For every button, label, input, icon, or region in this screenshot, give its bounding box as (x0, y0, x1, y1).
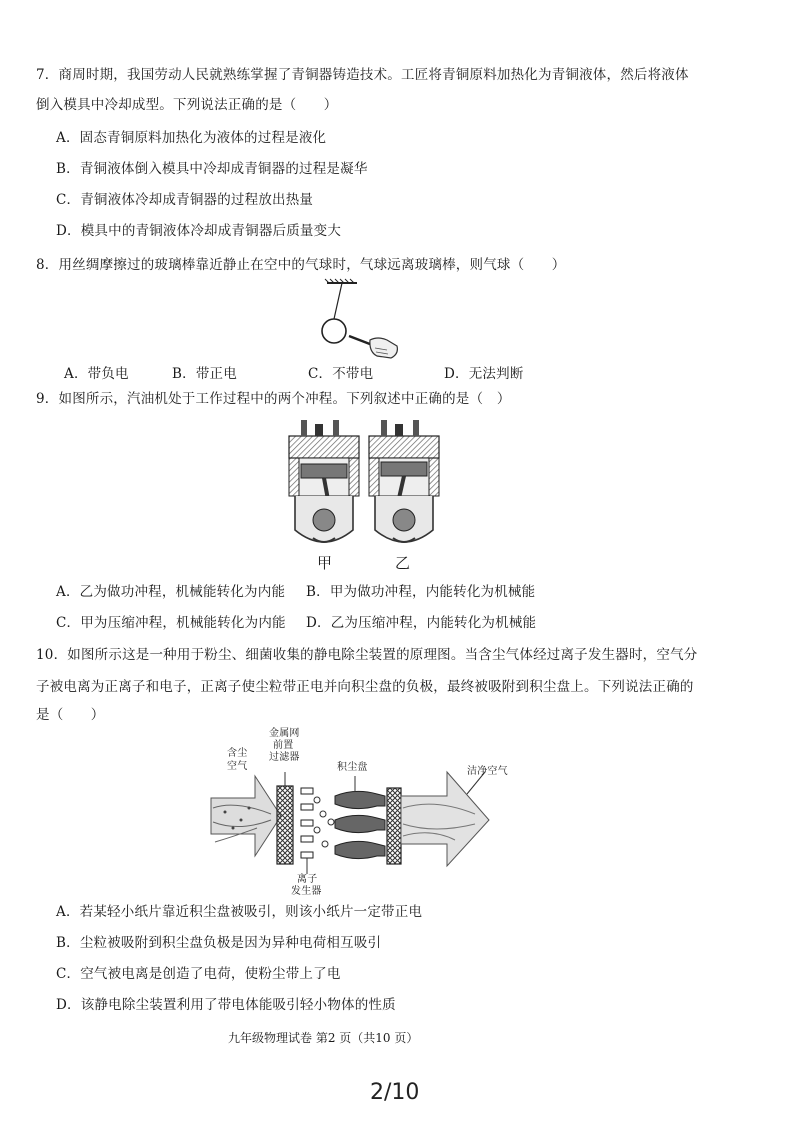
q7-option-a: A．固态青铜原料加热化为液体的过程是液化 (56, 130, 327, 146)
engine-jia (289, 420, 359, 542)
page-indicator: 2/10 (370, 1080, 420, 1105)
q9-option-b: B．甲为做功冲程，内能转化为机械能 (306, 584, 536, 600)
q8-option-c: C．不带电 (308, 366, 374, 382)
q8-option-b: B．带正电 (172, 366, 237, 382)
q7-stem-line1: 7．商周时期，我国劳动人民就熟练掌握了青铜器铸造技术。工匠将青铜原料加热化为青铜液体，然后将液体 (36, 67, 689, 83)
q10-stem-line2: 子被电离为正离子和电子，正离子使尘粒带正电并向积尘盘的负极，最终被吸附到积尘盘上。下列说法正确的 (36, 679, 694, 695)
electrostatic-precipitator-figure (205, 728, 535, 900)
q10-option-b: B．尘粒被吸附到积尘盘负极是因为异种电荷相互吸引 (56, 935, 382, 951)
label-dusty-air-2: 空气 (227, 761, 248, 772)
engine-strokes-figure (285, 418, 445, 558)
engine-label-jia: 甲 (317, 554, 333, 572)
q9-stem: 9．如图所示，汽油机处于工作过程中的两个冲程。下列叙述中正确的是（ ） (36, 391, 511, 407)
engine-yi (369, 420, 439, 542)
q7-option-c: C．青铜液体冷却成青铜器的过程放出热量 (56, 192, 314, 208)
label-ionizer-1: 离子 (297, 874, 318, 885)
q9-option-a: A．乙为做功冲程，机械能转化为内能 (56, 584, 286, 600)
q10-option-a: A．若某轻小纸片靠近积尘盘被吸引，则该小纸片一定带正电 (56, 904, 423, 920)
engine-label-yi: 乙 (395, 554, 411, 572)
label-clean-air: 洁净空气 (467, 766, 508, 777)
label-dusty-air-1: 含尘 (227, 748, 248, 759)
label-filter-2: 前置 (273, 740, 294, 751)
q7-stem-line2: 倒入模具中冷却成型。下列说法正确的是（ ） (36, 97, 338, 113)
label-filter-3: 过滤器 (269, 752, 300, 763)
page-footer: 九年级物理试卷 第2 页（共10 页） (228, 1031, 419, 1045)
q8-option-a: A．带负电 (64, 366, 129, 382)
q9-option-c: C．甲为压缩冲程，机械能转化为内能 (56, 615, 286, 631)
q10-option-d: D．该静电除尘装置利用了带电体能吸引轻小物体的性质 (56, 997, 396, 1013)
q7-option-b: B．青铜液体倒入模具中冷却成青铜器的过程是凝华 (56, 161, 368, 177)
q9-option-d: D．乙为压缩冲程，内能转化为机械能 (306, 615, 537, 631)
balloon-glass-rod-figure (315, 278, 415, 364)
label-ionizer-2: 发生器 (291, 886, 322, 897)
q8-option-d: D．无法判断 (444, 366, 524, 382)
q10-stem-line3: 是（ ） (36, 707, 105, 723)
q10-stem-line1: 10．如图所示这是一种用于粉尘、细菌收集的静电除尘装置的原理图。当含尘气体经过离子发生器时，空气分 (36, 647, 698, 663)
q7-option-d: D．模具中的青铜液体冷却成青铜器后质量变大 (56, 223, 342, 239)
q8-stem: 8．用丝绸摩擦过的玻璃棒靠近静止在空中的气球时，气球远离玻璃棒，则气球（ ） (36, 257, 566, 273)
q10-option-c: C．空气被电离是创造了电荷，使粉尘带上了电 (56, 966, 341, 982)
label-collector: 积尘盘 (337, 762, 368, 773)
label-filter-1: 金属网 (269, 728, 300, 739)
